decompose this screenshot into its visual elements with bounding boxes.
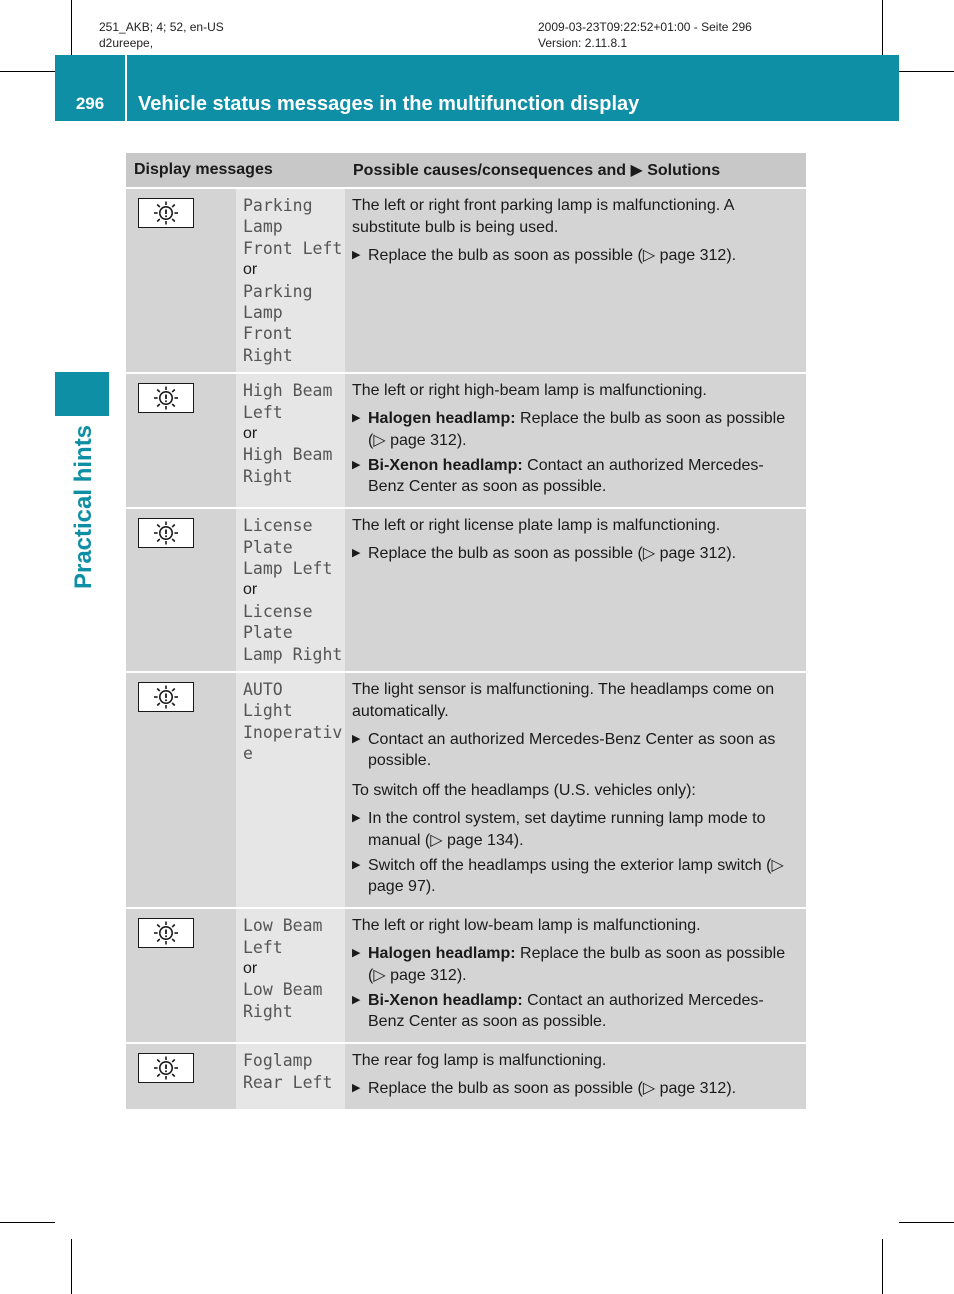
status-messages-table [126,153,806,1111]
crop-mark [882,1239,883,1294]
solution-step [352,855,800,899]
cause-text: The light sensor is malfunctioning. The headlamps come on automatically. [352,681,775,720]
cause-text: The left or right front parking lamp is malfunctioning. A substitute bulb is being used. [352,197,734,236]
crop-mark [0,71,55,72]
table-row [126,508,806,672]
step-arrow-icon: ▶ [352,248,361,261]
crop-mark [899,1222,954,1223]
icon-cell [126,373,236,508]
lamp-warning-icon [138,198,194,228]
arrow-right-icon: ▶ [630,162,643,179]
print-meta-left [99,19,224,51]
step-text: Replace the bulb as soon as possible (▷ page 312). [368,246,737,264]
page-number: 296 [75,94,105,113]
icon-cell [126,1043,236,1110]
table-header-row [126,153,806,188]
step-label: Halogen headlamp: [368,945,516,963]
solution-step [352,245,800,267]
solution-step [352,990,800,1034]
message-cell [236,1043,345,1110]
icon-cell [126,188,236,373]
header-divider [125,55,127,121]
section-tab [55,372,109,416]
meta-line: Version: 2.11.8.1 [538,36,628,50]
display-message: License Plate Lamp Right [243,601,343,664]
solution-step [352,943,800,987]
cause-text: The left or right license plate lamp is malfunctioning. [352,517,721,535]
cause-text: To switch off the headlamps (U.S. vehicles only): [352,782,696,800]
icon-cell [126,508,236,672]
display-message: Parking Lamp Front Right [243,281,313,365]
step-arrow-icon: ▶ [352,547,361,560]
crop-mark [71,0,72,55]
step-arrow-icon: ▶ [352,812,361,825]
solution-step [352,455,800,499]
step-text: Replace the bulb as soon as possible (▷ page 312). [368,1080,737,1098]
step-arrow-icon: ▶ [352,732,361,745]
column-header-text: Possible causes/consequences and [353,162,631,179]
column-header-solutions [345,153,806,188]
step-arrow-icon: ▶ [352,993,361,1006]
or-label: or [243,581,258,599]
icon-cell [126,908,236,1043]
message-cell [236,508,345,672]
step-text: In the control system, set daytime running lamp mode to manual (▷ page 134). [368,810,766,849]
display-message: Parking Lamp Front Left [243,196,343,258]
solution-cell [345,672,806,908]
step-text: Contact an authorized Mercedes-Benz Center as soon as possible. [368,730,776,770]
step-arrow-icon: ▶ [352,947,361,960]
crop-mark [0,1222,55,1223]
cause-text: The rear fog lamp is malfunctioning. [352,1052,607,1070]
message-cell [236,188,345,373]
solution-cell [345,508,806,672]
crop-mark [71,1239,72,1294]
lamp-warning-icon [138,518,194,548]
cause-text: The left or right high-beam lamp is malfunctioning. [352,382,707,400]
solution-step [352,543,800,565]
solution-step [352,808,800,852]
print-meta-right [538,19,752,51]
solution-cell [345,188,806,373]
step-arrow-icon: ▶ [352,858,361,871]
solution-step [352,1078,800,1100]
or-label: or [243,261,258,279]
solution-cell [345,1043,806,1110]
step-text: Replace the bulb as soon as possible (▷ page 312). [368,545,737,563]
meta-line: 251_AKB; 4; 52, en-US [99,20,224,34]
column-header-text: Solutions [642,162,721,179]
step-arrow-icon: ▶ [352,412,361,425]
meta-line: d2ureepe, [99,36,154,50]
display-message: Foglamp Rear Left [243,1051,333,1092]
display-message: License Plate Lamp Left [243,516,333,579]
column-header-display-messages: Display messages [126,153,345,188]
table-row [126,908,806,1043]
solution-step [352,408,800,452]
display-message: High Beam Right [243,445,333,486]
step-arrow-icon: ▶ [352,1082,361,1095]
step-label: Halogen headlamp: [368,410,516,428]
step-label: Bi-Xenon headlamp: [368,991,523,1009]
step-arrow-icon: ▶ [352,458,361,471]
lamp-warning-icon [138,383,194,413]
step-label: Bi-Xenon headlamp: [368,456,523,474]
display-message: Low Beam Right [243,980,323,1021]
cause-text: The left or right low-beam lamp is malfunctioning. [352,917,701,935]
step-text: Contact an authorized Mercedes-Benz Center as soon as possible. [368,456,764,496]
message-cell [236,908,345,1043]
or-label: or [243,425,258,443]
display-message: Low Beam Left [243,916,323,957]
step-text: Switch off the headlamps using the exterior lamp switch (▷ page 97). [368,856,784,896]
solution-step [352,729,800,773]
table-row [126,373,806,508]
display-message: High Beam Left [243,381,333,422]
lamp-warning-icon [138,918,194,948]
solution-cell [345,373,806,508]
solution-cell [345,908,806,1043]
lamp-warning-icon [138,682,194,712]
step-text: Replace the bulb as soon as possible (▷ page 312). [368,945,786,984]
table-row [126,672,806,908]
table-row [126,188,806,373]
crop-mark [882,0,883,55]
lamp-warning-icon [138,1053,194,1083]
crop-mark [899,71,954,72]
meta-line: 2009-03-23T09:22:52+01:00 - Seite 296 [538,20,752,34]
table-row [126,1043,806,1110]
step-text: Contact an authorized Mercedes-Benz Center as soon as possible. [368,991,764,1031]
or-label: or [243,960,258,978]
message-cell [236,373,345,508]
section-label-text: Practical hints [70,424,97,590]
display-message: AUTO Light Inoperativ e [243,680,343,764]
step-text: Replace the bulb as soon as possible (▷ page 312). [368,410,786,449]
page-title: Vehicle status messages in the multifunction display [138,93,640,115]
icon-cell [126,672,236,908]
message-cell [236,672,345,908]
